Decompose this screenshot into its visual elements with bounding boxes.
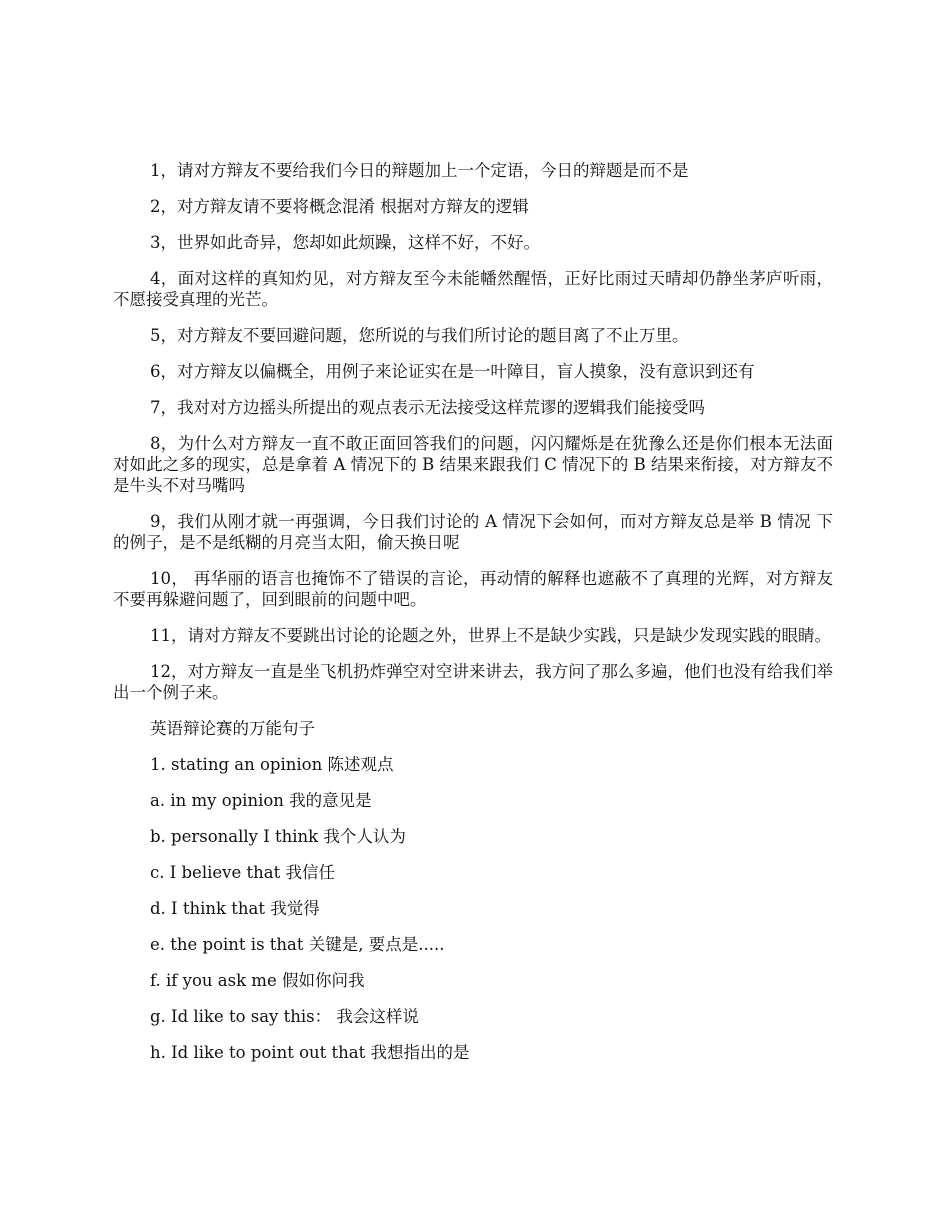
debate-phrase-9: 9，我们从刚才就一再强调，今日我们讨论的 A 情况下会如何，而对方辩友总是举 B 情况 下的例子，是不是纸糊的月亮当太阳，偷天换日呢 [113, 512, 833, 552]
english-phrase-h: h. Id like to point out that 我想指出的是 [150, 1043, 470, 1062]
debate-phrase-2: 2，对方辩友请不要将概念混淆 根据对方辩友的逻辑 [150, 197, 529, 216]
debate-phrase-12: 12，对方辩友一直是坐飞机扔炸弹空对空讲来讲去，我方问了那么多遍，他们也没有给我们举出一个例子来。 [113, 662, 833, 702]
section-heading: 英语辩论赛的万能句子 [150, 719, 315, 738]
debate-phrase-5: 5，对方辩友不要回避问题，您所说的与我们所讨论的题目离了不止万里。 [150, 326, 689, 345]
english-phrase-d: d. I think that 我觉得 [150, 899, 320, 918]
debate-phrase-6: 6，对方辩友以偏概全，用例子来论证实在是一叶障目，盲人摸象，没有意识到还有 [150, 362, 755, 381]
english-phrase-g: g. Id like to say this： 我会这样说 [150, 1007, 419, 1026]
english-phrase-a: a. in my opinion 我的意见是 [150, 791, 372, 810]
english-phrase-f: f. if you ask me 假如你问我 [150, 971, 365, 990]
debate-phrase-10: 10， 再华丽的语言也掩饰不了错误的言论，再动情的解释也遮蔽不了真理的光辉，对方辩友不要再躲避问题了，回到眼前的问题中吧。 [113, 569, 833, 609]
english-phrase-b: b. personally I think 我个人认为 [150, 827, 406, 846]
debate-phrase-11: 11，请对方辩友不要跳出讨论的论题之外，世界上不是缺少实践，只是缺少发现实践的眼睛。 [150, 626, 831, 645]
document-body [113, 160, 833, 1078]
english-phrase-c: c. I believe that 我信任 [150, 863, 335, 882]
english-phrase-group-title: 1. stating an opinion 陈述观点 [150, 755, 394, 774]
debate-phrase-4: 4，面对这样的真知灼见，对方辩友至今未能幡然醒悟，正好比雨过天晴却仍静坐茅庐听雨，不愿接受真理的光芒。 [113, 269, 833, 309]
debate-phrase-3: 3，世界如此奇异，您却如此烦躁，这样不好，不好。 [150, 233, 540, 252]
debate-phrase-7: 7，我对对方边摇头所提出的观点表示无法接受这样荒谬的逻辑我们能接受吗 [150, 398, 705, 417]
debate-phrase-8: 8，为什么对方辩友一直不敢正面回答我们的问题，闪闪耀烁是在犹豫么还是你们根本无法面对如此之多的现实，总是拿着 A 情况下的 B 结果来跟我们 C 情况下的 B 结果来衔接，对方辩友不是牛头不对马嘴吗 [113, 434, 833, 495]
english-phrase-e: e. the point is that 关键是, 要点是..... [150, 935, 445, 954]
debate-phrase-1: 1，请对方辩友不要给我们今日的辩题加上一个定语，今日的辩题是而不是 [150, 161, 689, 180]
